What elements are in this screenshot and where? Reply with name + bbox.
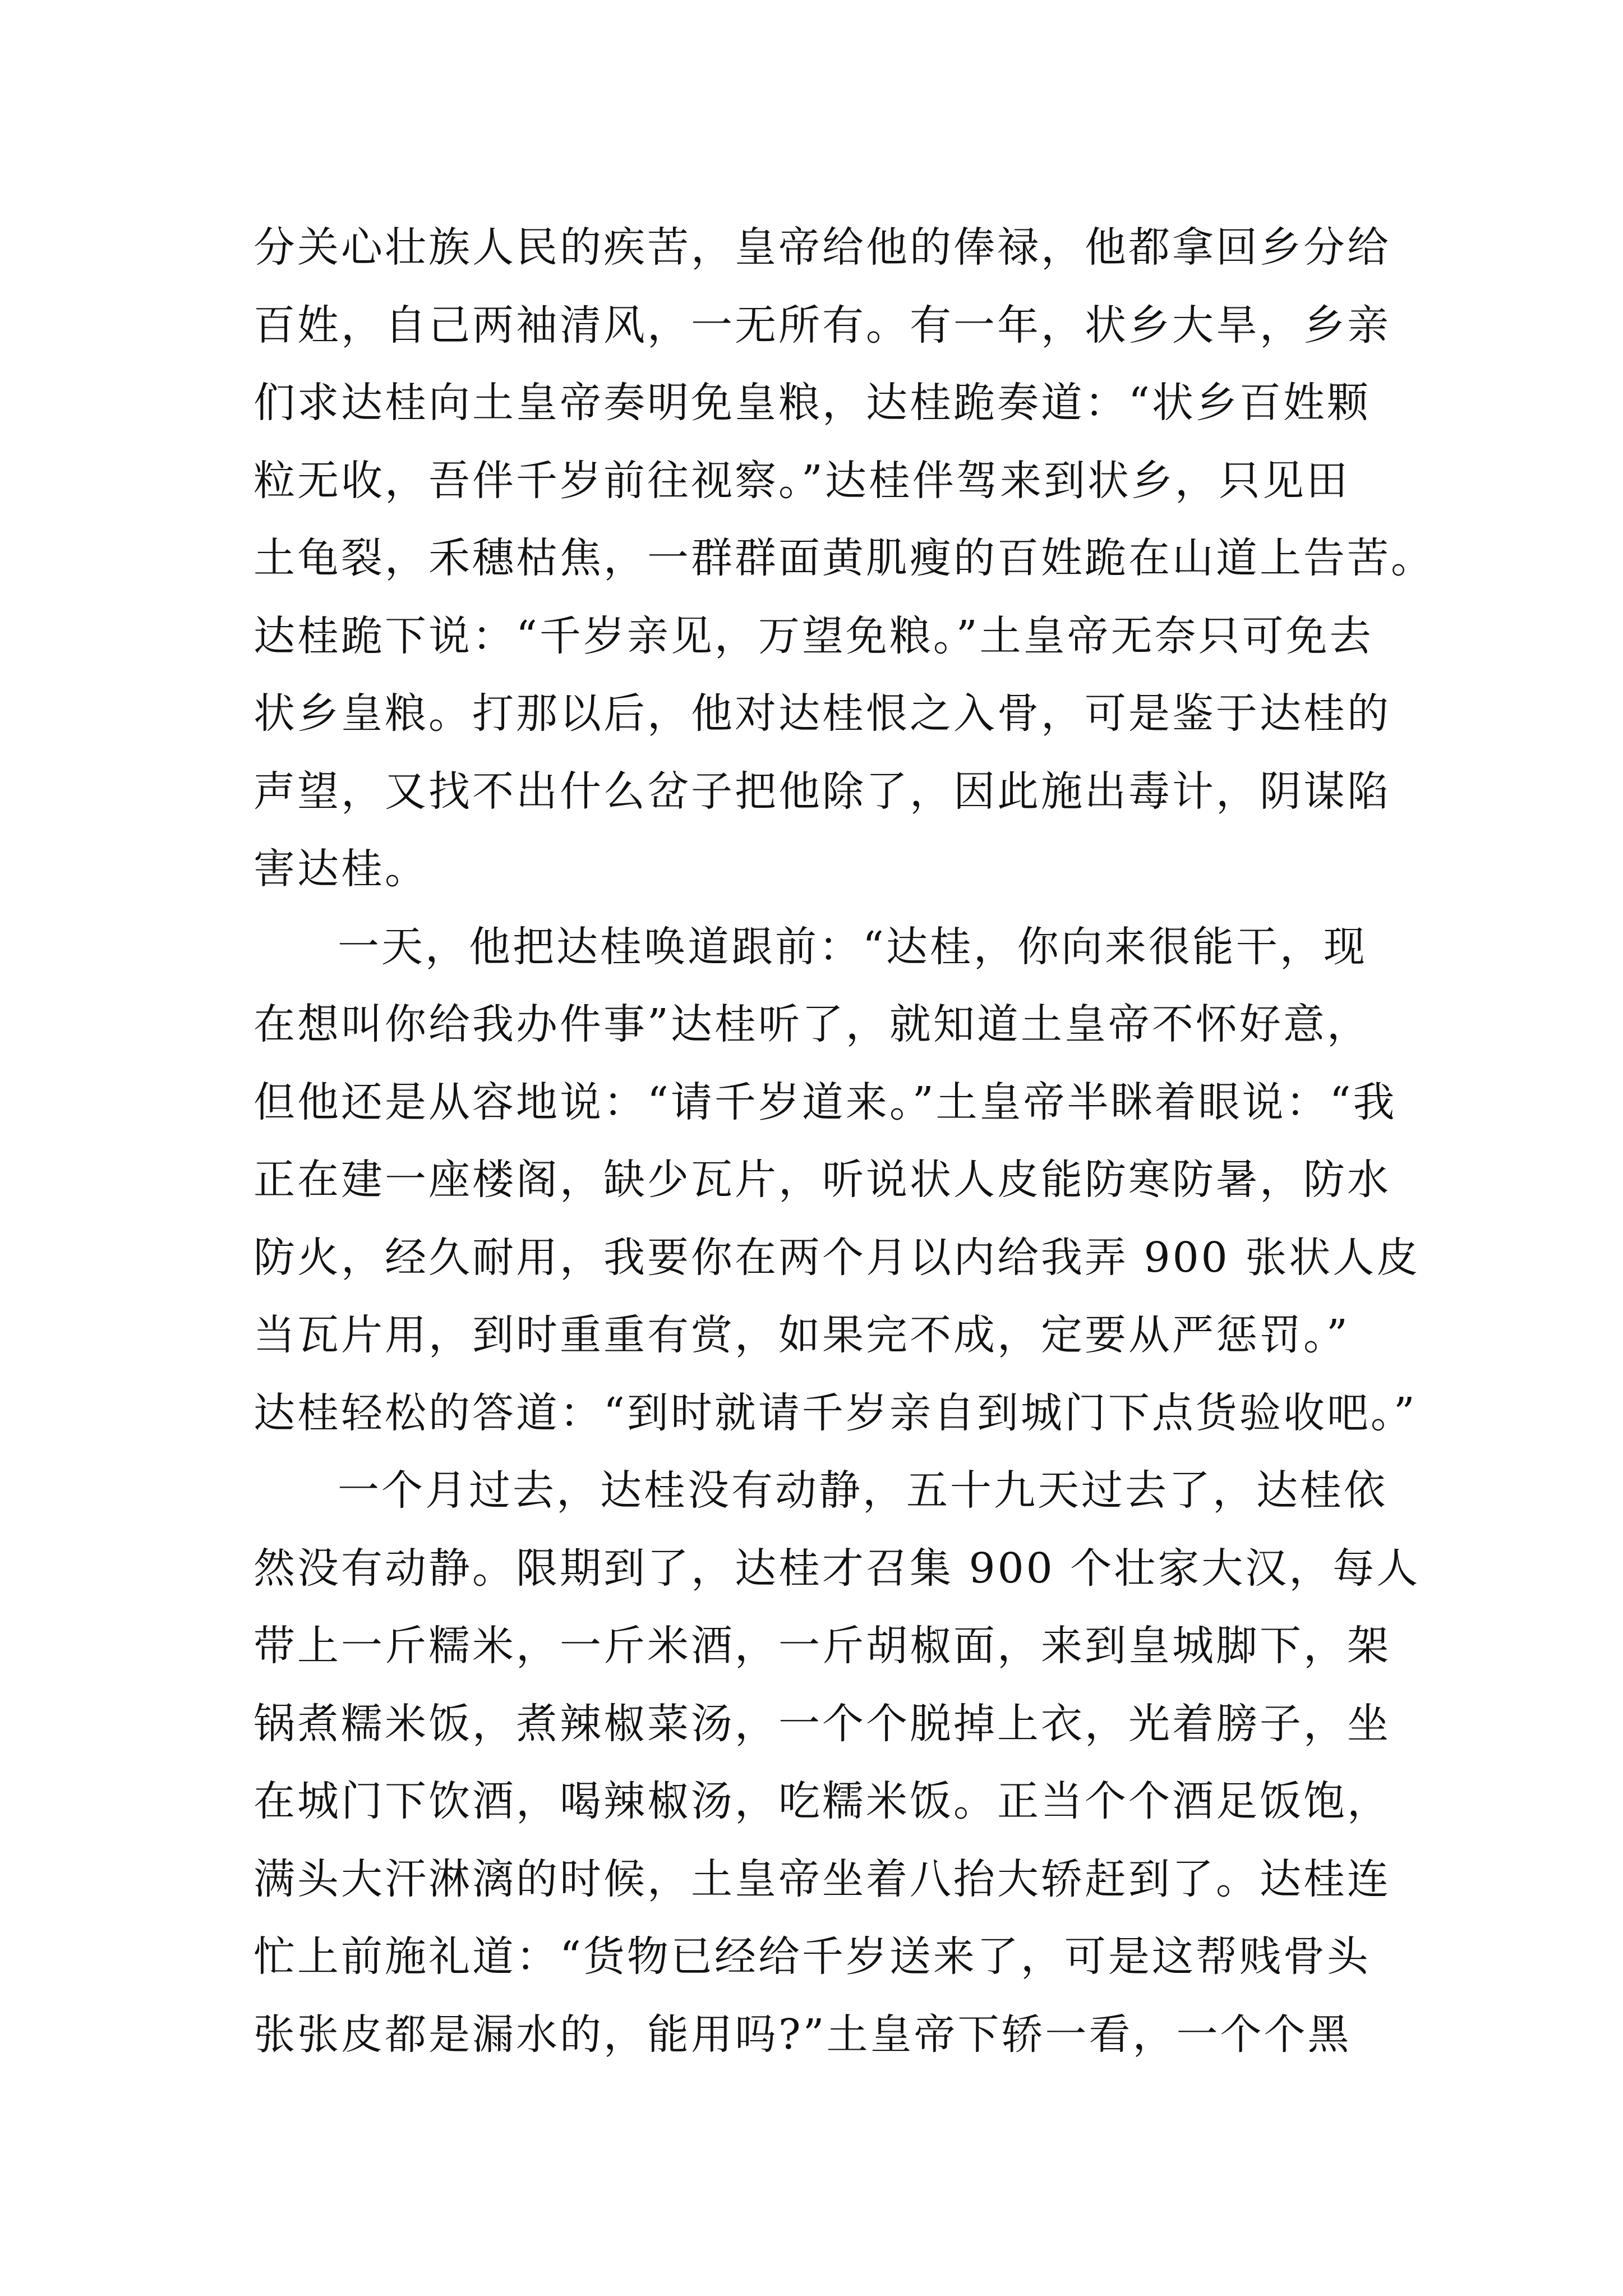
paragraph-first-line: 一天，他把达桂唤道跟前：“达桂，你向来很能干，现 [338,922,1367,971]
text-line: 粒无收，吾伴千岁前往视察。”达桂伴驾来到状乡，只见田 [253,456,1350,505]
paragraph-first-line: 一个月过去，达桂没有动静，五十九天过去了，达桂依 [338,1466,1387,1515]
text-line: 状乡皇粮。打那以后，他对达桂恨之入骨，可是鉴于达桂的 [253,689,1391,738]
text-line: 在想叫你给我办件事”达桂听了，就知道土皇帝不怀好意， [253,1000,1371,1048]
text-line: 正在建一座楼阁，缺少瓦片，听说状人皮能防寒防暑，防水 [253,1156,1391,1204]
text-line: 分关心壮族人民的疾苦，皇帝给他的俸禄，他都拿回乡分给 [253,223,1391,272]
text-line: 达桂跪下说：“千岁亲见，万望免粮。”土皇帝无奈只可免去 [253,611,1373,660]
text-line: 满头大汗淋漓的时候，土皇帝坐着八抬大轿赶到了。达桂连 [253,1855,1391,1903]
text-line: 土龟裂，禾穗枯焦，一群群面黄肌瘦的百姓跪在山道上告苦。 [253,534,1435,582]
body-text [253,209,1442,2073]
text-line: 百姓，自己两袖清风，一无所有。有一年，状乡大旱，乡亲 [253,301,1391,349]
text-line: 但他还是从容地说：“请千岁道来。”土皇帝半眯着眼说：“我 [253,1078,1397,1126]
text-line: 忙上前施礼道：“货物已经给千岁送来了，可是这帮贱骨头 [253,1932,1371,1981]
text-line: 在城门下饮酒，喝辣椒汤，吃糯米饭。正当个个酒足饭饱， [253,1777,1391,1825]
text-line: 达桂轻松的答道：“到时就请千岁亲自到城门下点货验收吧。” [253,1388,1417,1437]
text-line: 们求达桂向土皇帝奏明免皇粮，达桂跪奏道：“状乡百姓颗 [253,379,1371,427]
text-line: 声望，又找不出什么岔子把他除了，因此施出毒计，阴谋陷 [253,767,1391,816]
text-line: 防火，经久耐用，我要你在两个月以内给我弄 900 张状人皮 [253,1233,1421,1282]
text-line: 然没有动静。限期到了，达桂才召集 900 个壮家大汉，每人 [253,1544,1421,1593]
text-line: 害达桂。 [253,845,428,893]
text-line: 带上一斤糯米，一斤米酒，一斤胡椒面，来到皇城脚下，架 [253,1622,1391,1670]
text-line: 锅煮糯米饭，煮辣椒菜汤，一个个脱掉上衣，光着膀子，坐 [253,1699,1391,1748]
text-line: 张张皮都是漏水的，能用吗?”土皇帝下轿一看，一个个黑 [253,2010,1352,2059]
text-line: 当瓦片用，到时重重有赏，如果完不成，定要从严惩罚。” [253,1311,1350,1359]
